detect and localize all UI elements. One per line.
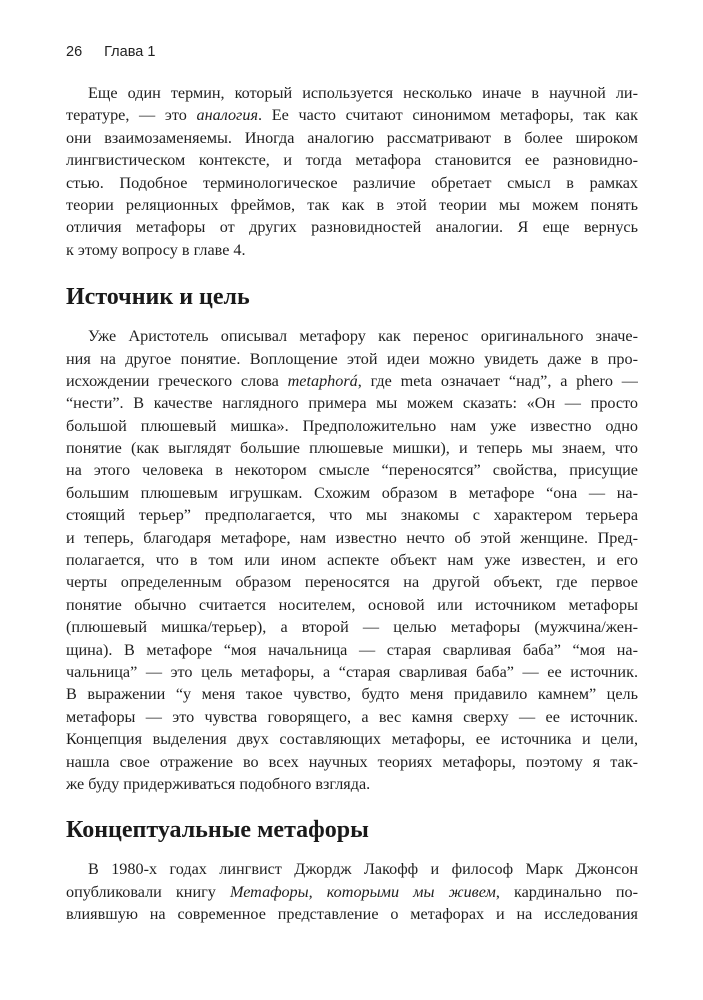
text-run: опубликовали книгу [66,882,230,901]
text-line [66,325,638,347]
text-run: В выражении “у меня такое чувство, будто меня придавило камнем” цель [66,685,638,704]
paragraph-source-and-target [66,325,638,795]
text-line [66,594,638,616]
text-run: влиявшую на современное представление о метафорах и на исследования [66,905,638,924]
text-line [66,104,638,126]
text-run: же буду придерживаться подобного взгляда. [66,774,371,793]
text-line [66,683,638,705]
text-line [66,239,638,261]
text-line [66,881,638,903]
text-run: большим плюшевым игрушкам. Схожим образом в метафоре “она — на- [66,483,638,502]
text-run: метафоры — это чувства говорящего, а вес камня сверху — ее источник. [66,707,638,726]
text-line [66,459,638,481]
text-line [66,415,638,437]
text-line [66,370,638,392]
text-line [66,549,638,571]
page-number: 26 [66,44,83,60]
italic-term: Метафоры, которыми мы живем [229,882,496,901]
text-run: исхождении греческого слова [66,371,288,390]
text-run: стоящий терьер” предполагается, что мы знакомы с характером терьера [66,506,638,525]
text-run: и теперь, благодаря метафоре, нам известно нечто об этой женщине. Пред- [66,528,638,547]
text-line [66,751,638,773]
text-line [66,149,638,171]
text-run: лингвистическом контексте, и тогда метафора становится ее разновидно- [66,151,638,170]
text-line [66,392,638,414]
text-run: тературе, — это [66,106,197,125]
text-line [66,348,638,370]
text-run: стью. Подобное терминологическое различие обретает смысл в рамках [66,173,638,192]
text-run: на этого человека в некотором смысле “переносятся” свойства, присущие [66,461,638,480]
text-run: , где meta означает “над”, а phero — [357,371,638,390]
italic-term: metaphorá [287,371,358,390]
text-run: щина). В метафоре “моя начальница — старая сварливая баба” “моя на- [66,640,638,659]
text-run: к этому вопросу в главе 4. [66,240,246,259]
text-line [66,194,638,216]
text-line [66,127,638,149]
text-line [66,773,638,795]
text-line [66,903,638,925]
book-page [66,42,638,926]
text-line [66,482,638,504]
italic-term: аналогия [196,106,258,125]
running-head [66,42,638,62]
text-line [66,706,638,728]
text-line [66,728,638,750]
text-run: , кардинально по- [495,882,638,901]
text-line [66,616,638,638]
text-run: полагается, что в том или ином аспекте объект нам уже известен, и его [66,551,638,570]
text-line [66,858,638,880]
text-run: ния на другое понятие. Воплощение этой идеи можно увидеть даже в про- [66,349,638,368]
text-run: Концепция выделения двух составляющих метафоры, ее источника и цели, [66,730,638,749]
text-line [66,172,638,194]
text-line [66,661,638,683]
text-run: нашла свое отражение во всех научных теориях метафоры, поэтому я так- [66,752,638,771]
text-line [66,437,638,459]
text-run: отличия метафоры от других разновидностей аналогии. Я еще вернусь [66,218,638,237]
paragraph-analogy [66,82,638,261]
text-line [66,571,638,593]
text-run: Еще один термин, который используется несколько иначе в научной ли- [88,84,638,102]
text-run: Уже Аристотель описывал метафору как перенос оригинального значе- [88,327,638,346]
text-run: они взаимозаменяемы. Иногда аналогию рассматривают в более широком [66,128,638,147]
text-run: понятие (как выглядят большие плюшевые мишки), и теперь мы знаем, что [66,439,638,458]
text-line [66,639,638,661]
text-line [66,82,638,104]
text-run: “нести”. В качестве наглядного примера мы можем сказать: «Он — просто [66,394,638,413]
text-line [66,527,638,549]
text-run: черты определенным образом переносятся на другой объект, где первое [66,573,638,592]
text-line [66,216,638,238]
section-heading-conceptual-metaphors: Концептуальные метафоры [66,817,369,844]
text-run: понятие обычно считается носителем, основой или источником метафоры [66,595,638,614]
text-line [66,504,638,526]
section-heading-source-and-target: Источник и цель [66,284,250,311]
text-run: большой плюшевый мишка». Предположительно нам уже известно одно [66,416,638,435]
chapter-title: Глава 1 [104,44,156,60]
text-run: теории реляционных фреймов, так как в этой теории мы можем понять [66,195,638,214]
text-run: . Ее часто считают синонимом метафоры, так как [258,106,638,125]
text-run: чальница” — это цель метафоры, а “старая сварливая баба” — ее источник. [66,662,638,681]
paragraph-conceptual-metaphors [66,858,638,925]
text-run: (плюшевый мишка/терьер), а второй — целью метафоры (мужчина/жен- [66,618,638,637]
text-run: В 1980-х годах лингвист Джордж Лакофф и философ Марк Джонсон [88,860,638,879]
